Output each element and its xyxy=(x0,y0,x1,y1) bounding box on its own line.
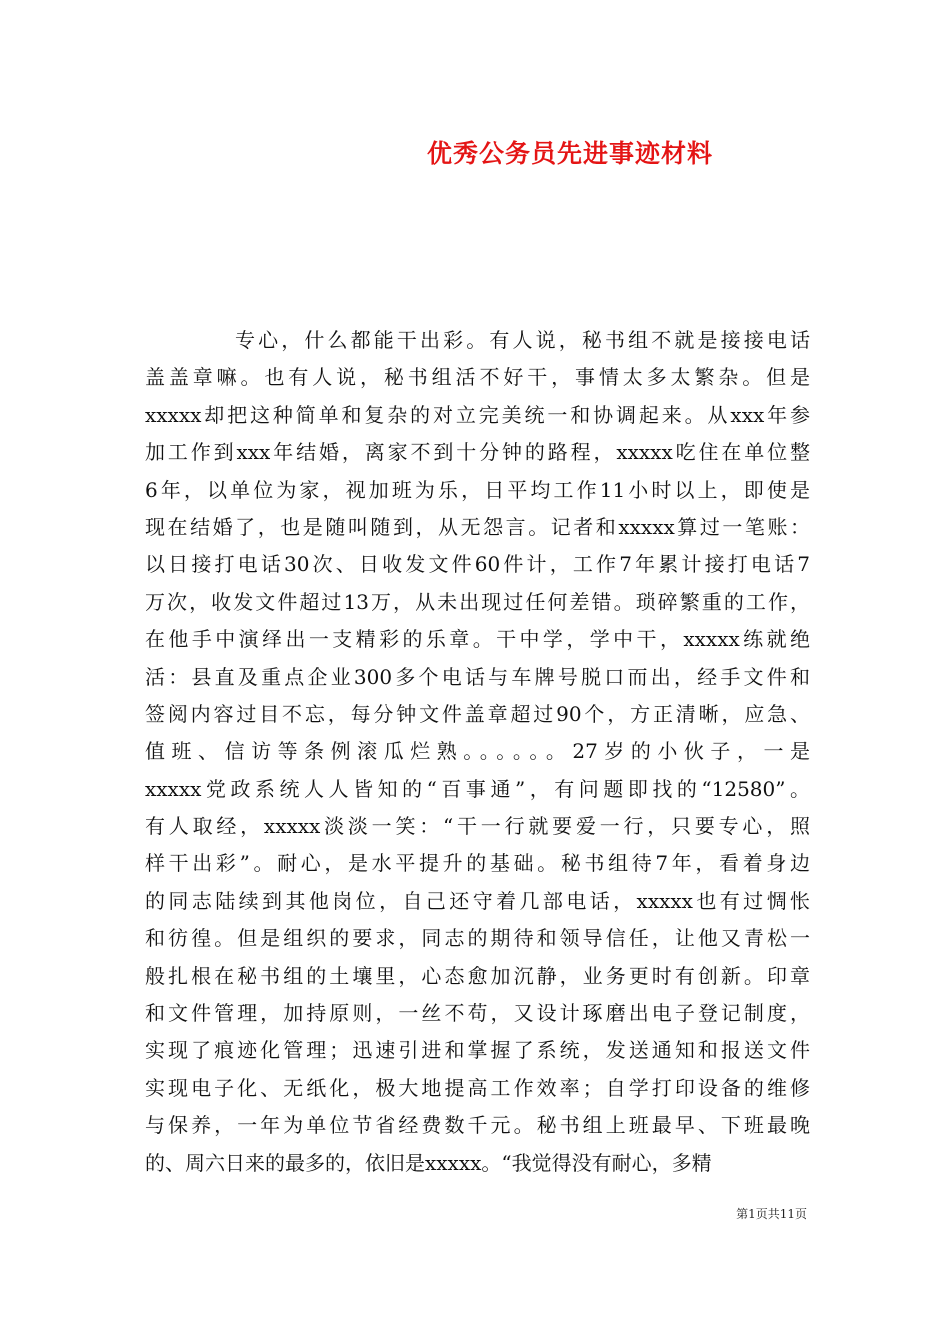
paragraph-line: 实现电子化、无纸化，极大地提高工作效率；自学打印设备的维修 xyxy=(145,1075,810,1100)
paragraph-line: 和彷徨。但是组织的要求，同志的期待和领导信任，让他又青松一 xyxy=(145,926,810,951)
paragraph-line: 加工作到xxx年结婚，离家不到十分钟的路程，xxxxx吃住在单位整 xyxy=(145,440,810,465)
paragraph-line: 在他手中演绎出一支精彩的乐章。干中学，学中干，xxxxx练就绝 xyxy=(145,627,810,652)
paragraph-line: 值班、信访等条例滚瓜烂熟。。。。。。27岁的小伙子，一是 xyxy=(145,739,810,764)
paragraph-line: 现在结婚了，也是随叫随到，从无怨言。记者和xxxxx算过一笔账： xyxy=(145,514,810,539)
paragraph-line: 活：县直及重点企业300多个电话与车牌号脱口而出，经手文件和 xyxy=(145,664,810,689)
document-body xyxy=(145,322,810,1182)
paragraph-line: 般扎根在秘书组的土壤里，心态愈加沉静，业务更时有创新。印章 xyxy=(145,963,810,988)
paragraph-line: 以日接打电话30次、日收发文件60件计，工作7年累计接打电话7 xyxy=(145,552,810,577)
paragraph-line: 的同志陆续到其他岗位，自己还守着几部电话，xxxxx也有过惆怅 xyxy=(145,888,810,913)
paragraph-line: 样干出彩”。耐心，是水平提升的基础。秘书组待7年，看着身边 xyxy=(145,851,810,876)
paragraph-line: 专心，什么都能干出彩。有人说，秘书组不就是接接电话 xyxy=(235,328,810,352)
paragraph-line: 盖盖章嘛。也有人说，秘书组活不好干，事情太多太繁杂。但是 xyxy=(145,365,810,390)
document-title-wrap xyxy=(0,134,950,170)
paragraph-line: 与保养，一年为单位节省经费数千元。秘书组上班最早、下班最晚 xyxy=(145,1113,810,1138)
paragraph-line: 实现了痕迹化管理；迅速引进和掌握了系统，发送通知和报送文件 xyxy=(145,1038,810,1063)
paragraph-line: 6年，以单位为家，视加班为乐，日平均工作11小时以上，即使是 xyxy=(145,477,810,502)
paragraph-line: 的、周六日来的最多的，依旧是xxxxx。“我觉得没有耐心，多精 xyxy=(145,1150,712,1175)
document-title: 优秀公务员先进事迹材料 xyxy=(426,139,713,168)
paragraph-line: xxxxx党政系统人人皆知的“百事通”，有问题即找的“12580”。 xyxy=(145,776,810,801)
paragraph-line: 和文件管理，加持原则，一丝不苟，又设计琢磨出电子登记制度， xyxy=(145,1001,810,1026)
paragraph-line: 签阅内容过目不忘，每分钟文件盖章超过90个，方正清晰，应急、 xyxy=(145,701,810,726)
paragraph-line: 万次，收发文件超过13万，从未出现过任何差错。琐碎繁重的工作， xyxy=(145,589,810,614)
page-number-footer: 第1页共11页 xyxy=(736,1207,807,1221)
paragraph-line: 有人取经，xxxxx淡淡一笑：“干一行就要爱一行，只要专心，照 xyxy=(145,814,810,839)
paragraph-line: xxxxx却把这种简单和复杂的对立完美统一和协调起来。从xxx年参 xyxy=(145,402,810,427)
